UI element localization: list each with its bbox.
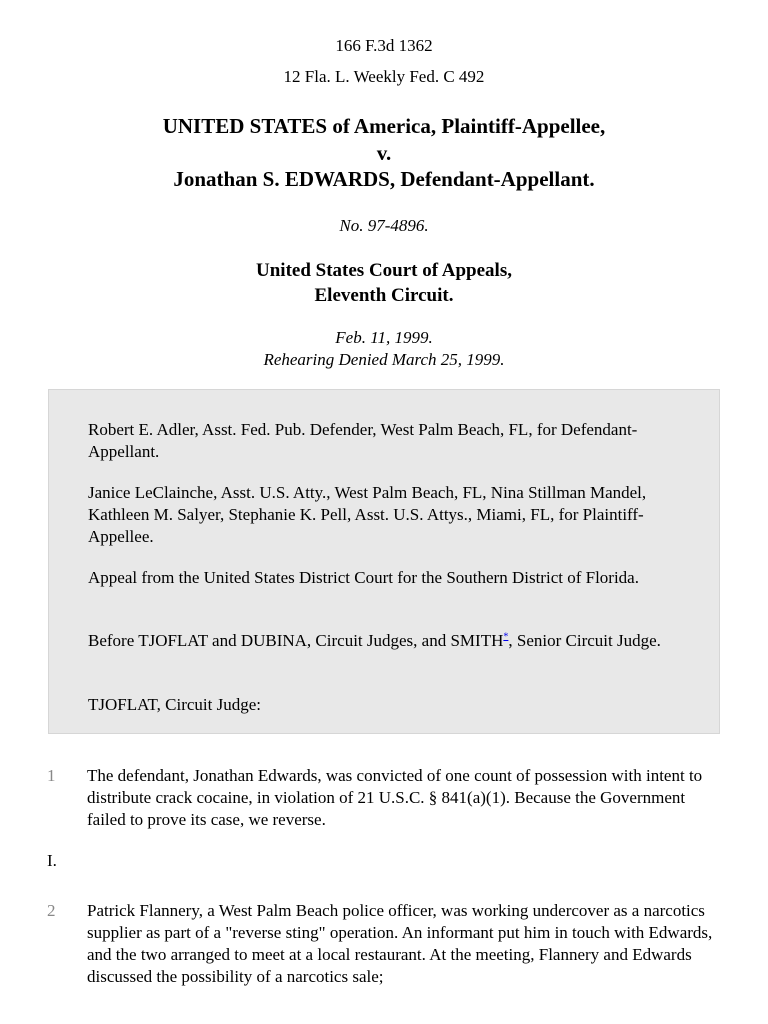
panel-judges-prefix: Before TJOFLAT and DUBINA, Circuit Judges, and SMITH [88,631,504,650]
paragraph-number: 2 [47,901,56,920]
section-heading: I. [47,851,57,870]
appeal-origin: Appeal from the United States District Court for the Southern District of Florida. [88,568,639,587]
opinion-author: TJOFLAT, Circuit Judge: [88,695,261,714]
counsel-prosecution: Janice LeClainche, Asst. U.S. Atty., West Palm Beach, FL, Nina Stillman Mandel, Kathleen M. Salyer, Stephanie K. Pell, Asst. U.S. Attys., Miami, FL, for Plaintiff-Appellee. [88,483,647,546]
decision-date: Feb. 11, 1999. [335,328,433,347]
paragraph-text: Patrick Flannery, a West Palm Beach police officer, was working undercover as a narcotics supplier as part of a "reverse sting" operation. An informant put him in touch with Edwards, and the two arranged to meet at a local restaurant. At the meeting, Flannery and Edwards discussed the possibility of a narcotics sale; [87,901,713,986]
versus: v. [376,141,392,165]
citation-reporter: 166 F.3d 1362 [335,36,433,55]
panel-judges-suffix: , Senior Circuit Judge. [508,631,661,650]
footnote-link[interactable]: * [503,631,509,643]
citation-weekly: 12 Fla. L. Weekly Fed. C 492 [283,67,485,86]
panel-judges [88,630,688,652]
docket-number: No. 97-4896. [339,216,429,235]
counsel-defense: Robert E. Adler, Asst. Fed. Pub. Defender, West Palm Beach, FL, for Defendant-Appellant. [88,420,638,461]
counsel-box [48,389,720,734]
rehearing-date: Rehearing Denied March 25, 1999. [263,350,505,369]
party-defendant: Jonathan S. EDWARDS, Defendant-Appellant. [173,167,595,191]
court-name: United States Court of Appeals, [256,260,512,281]
paragraph-text: The defendant, Jonathan Edwards, was convicted of one count of possession with intent to distribute crack cocaine, in violation of 21 U.S.C. § 841(a)(1). Because the Government failed to prove its case, we reverse. [87,766,703,829]
court-circuit: Eleventh Circuit. [314,285,454,306]
party-plaintiff: UNITED STATES of America, Plaintiff-Appellee, [162,114,606,138]
paragraph-number: 1 [47,766,56,785]
